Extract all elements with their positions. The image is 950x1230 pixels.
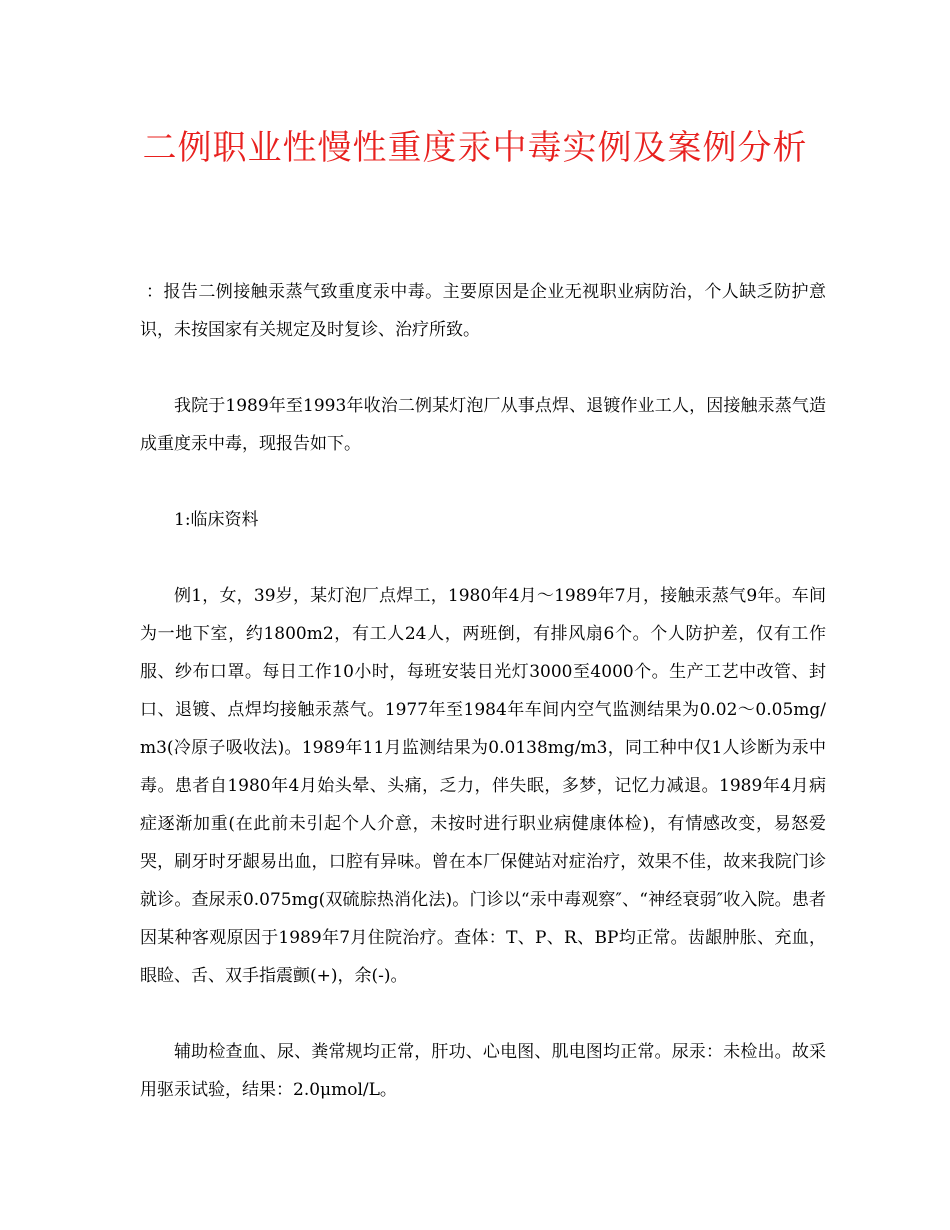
document-body	[140, 273, 826, 1147]
auxiliary-exam-paragraph: 辅助检查血、尿、粪常规均正常，肝功、心电图、肌电图均正常。尿汞：未检出。故采用驱汞试验，结果：2.0μmol/L。	[140, 1042, 826, 1100]
abstract-paragraph: ：报告二例接触汞蒸气致重度汞中毒。主要原因是企业无视职业病防治，个人缺乏防护意识，未按国家有关规定及时复诊、治疗所致。	[140, 282, 826, 340]
section-heading-clinical-data: 1:临床资料	[174, 510, 259, 530]
case-1-paragraph: 例1，女，39岁，某灯泡厂点焊工，1980年4月～1989年7月，接触汞蒸气9年。车间为一地下室，约1800m2，有工人24人，两班倒，有排风扇6个。个人防护差，仅有工作服、纱布口罩。每日工作10小时，每班安装日光灯3000至4000个。生产工艺中改管、封口、退镀、点焊均接触汞蒸气。1977年至1984年车间内空气监测结果为0.02～0.05mg/m3(冷原子吸收法)。1989年11月监测结果为0.0138mg/m3，同工种中仅1人诊断为汞中毒。患者自1980年4月始头晕、头痛，乏力，伴失眠，多梦，记忆力减退。1989年4月病症逐渐加重(在此前未引起个人介意，未按时进行职业病健康体检)，有情感改变，易怒爱哭，刷牙时牙龈易出血，口腔有异味。曾在本厂保健站对症治疗，效果不佳，故来我院门诊就诊。查尿汞0.075mg(双硫腙热消化法)。门诊以“汞中毒观察″、“神经衰弱″收入院。患者因某种客观原因于1989年7月住院治疗。查体：T、P、R、BP均正常。齿龈肿胀、充血，眼睑、舌、双手指震颤(+)，余(-)。	[140, 586, 826, 986]
page-title: 二例职业性慢性重度汞中毒实例及案例分析	[142, 128, 808, 168]
intro-paragraph: 我院于1989年至1993年收治二例某灯泡厂从事点焊、退镀作业工人，因接触汞蒸气造成重度汞中毒，现报告如下。	[140, 396, 826, 454]
